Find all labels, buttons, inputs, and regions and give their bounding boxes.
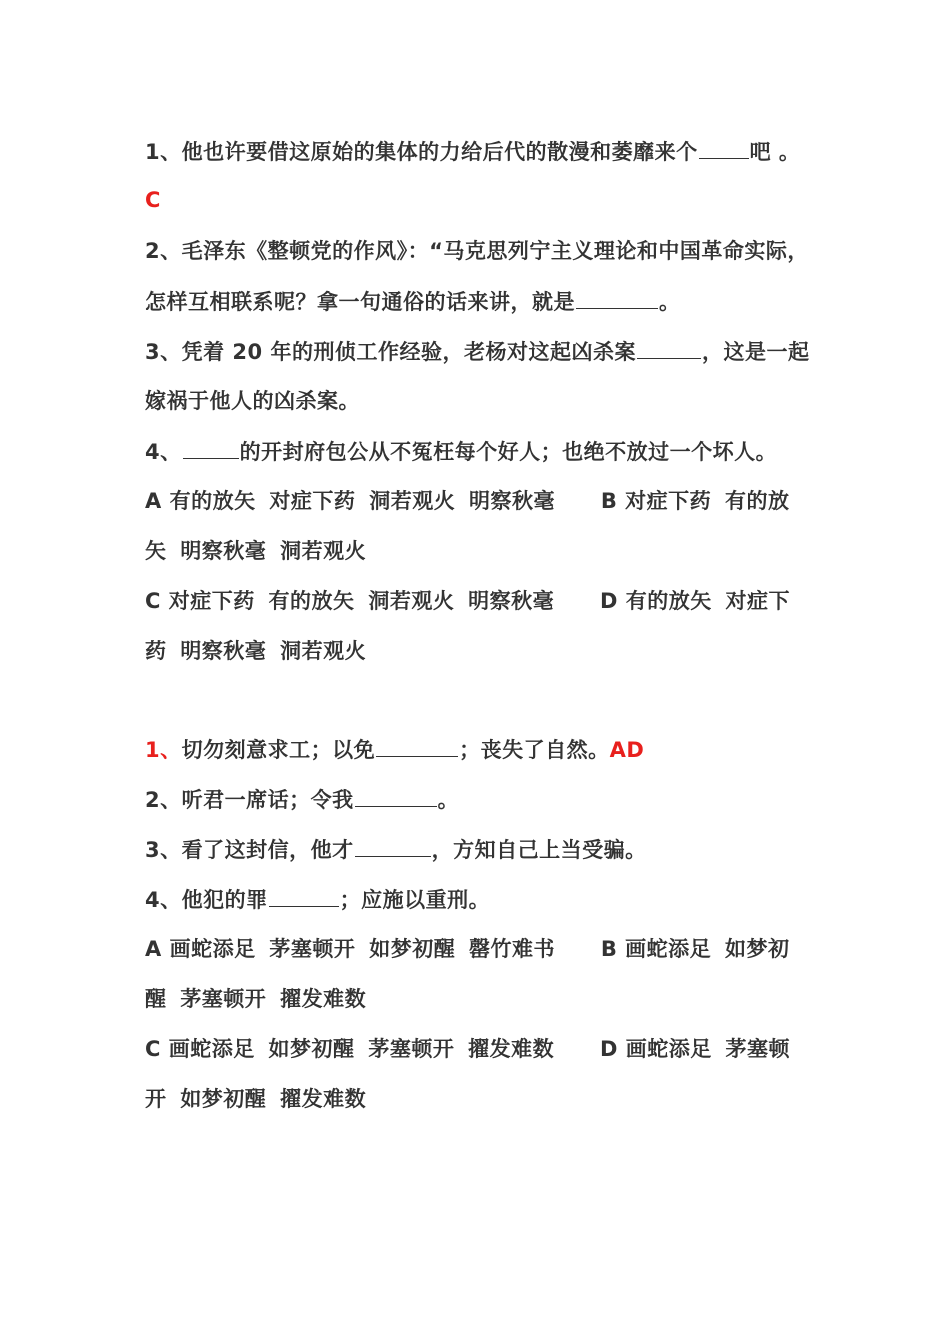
s1-option-b-cont: 矢 xyxy=(145,539,167,563)
s2-option-c-2: 如梦初醒 xyxy=(268,1037,355,1061)
s1-options-d-cont xyxy=(145,636,835,666)
s1-options-ab xyxy=(145,486,835,516)
s2-q2-end: 。 xyxy=(437,788,460,812)
s1-q4-num: 4、 xyxy=(145,440,182,464)
s2-q3-end: ，方知自己上当受骗。 xyxy=(431,838,647,862)
s1-question-2-line1: 2、毛泽东《整顿党的作风》：“马克思列宁主义理论和中国革命实际， xyxy=(145,239,809,263)
s1-option-c-3: 洞若观火 xyxy=(368,589,455,613)
s2-q2-blank xyxy=(355,784,437,807)
s2-q4-end: ；应施以重刑。 xyxy=(339,888,491,912)
s2-options-cd xyxy=(145,1034,835,1064)
s1-q1-blank xyxy=(699,136,749,159)
s1-options-cd xyxy=(145,586,835,616)
s1-q2-text: 怎样互相联系呢？拿一句通俗的话来讲，就是 xyxy=(145,290,575,314)
s1-q3-end: ，这是一起 xyxy=(701,340,810,364)
s1-option-d: D 有的放矢 xyxy=(599,589,712,613)
s1-option-d-cont: 药 xyxy=(145,639,167,663)
s2-question-2 xyxy=(145,784,835,815)
s1-options-b-cont xyxy=(145,536,835,566)
s1-q1-end: 吧 。 xyxy=(749,140,801,164)
s2-option-b-3: 茅塞顿开 xyxy=(180,987,267,1011)
s1-question-1 xyxy=(145,136,835,167)
s1-option-d-3: 明察秋毫 xyxy=(180,639,267,663)
s1-option-c: C 对症下药 xyxy=(145,589,255,613)
s2-q1-num: 1、 xyxy=(145,738,182,762)
s1-option-a-4: 明察秋毫 xyxy=(469,489,556,513)
s2-option-b: B 画蛇添足 xyxy=(600,937,712,961)
s1-question-3-line2: 嫁祸于他人的凶杀案。 xyxy=(145,389,360,413)
s1-q2-end: 。 xyxy=(659,290,681,314)
s2-q1-end: ；丧失了自然。 xyxy=(459,738,610,762)
s2-q1-blank xyxy=(376,734,458,757)
s1-option-d-4: 洞若观火 xyxy=(280,639,367,663)
s1-option-b: B 对症下药 xyxy=(600,489,712,513)
s2-option-b-cont: 醒 xyxy=(145,987,167,1011)
s1-option-a: A 有的放矢 xyxy=(145,489,256,513)
s2-option-a-3: 如梦初醒 xyxy=(369,937,456,961)
s2-option-c-3: 茅塞顿开 xyxy=(368,1037,455,1061)
s2-q4-text: 4、他犯的罪 xyxy=(145,888,268,912)
s2-option-d-4: 擢发难数 xyxy=(280,1087,367,1111)
s2-option-a-2: 茅塞顿开 xyxy=(269,937,356,961)
s1-q1-text: 1、他也许要借这原始的集体的力给后代的散漫和萎靡来个 xyxy=(145,140,698,164)
s1-q2-blank xyxy=(576,286,658,309)
s1-q3-blank xyxy=(637,336,701,359)
s1-option-c-2: 有的放矢 xyxy=(268,589,355,613)
s2-option-c-4: 擢发难数 xyxy=(468,1037,555,1061)
s2-option-d-3: 如梦初醒 xyxy=(180,1087,267,1111)
s2-option-a-4: 罄竹难书 xyxy=(469,937,556,961)
s2-answer: AD xyxy=(609,738,645,762)
s2-option-d: D 画蛇添足 xyxy=(599,1037,712,1061)
s1-answer: C xyxy=(145,188,161,212)
s2-q2-text: 2、听君一席话；令我 xyxy=(145,788,354,812)
s1-q3-text: 3、凭着 20 年的刑侦工作经验，老杨对这起凶杀案 xyxy=(145,340,636,364)
s1-question-2-line2 xyxy=(145,286,835,317)
s2-q3-blank xyxy=(355,834,431,857)
s1-question-3-line1 xyxy=(145,336,835,367)
s2-options-ab xyxy=(145,934,835,964)
s2-question-1 xyxy=(145,734,835,765)
s2-q1-text: 切勿刻意求工；以免 xyxy=(181,738,376,762)
s2-q4-blank xyxy=(269,884,339,907)
s2-option-c: C 画蛇添足 xyxy=(145,1037,255,1061)
s2-options-b-cont xyxy=(145,984,835,1014)
s2-option-b-4: 擢发难数 xyxy=(280,987,367,1011)
s1-option-c-4: 明察秋毫 xyxy=(468,589,555,613)
s2-options-d-cont xyxy=(145,1084,835,1114)
s2-q3-text: 3、看了这封信，他才 xyxy=(145,838,354,862)
s1-option-a-2: 对症下药 xyxy=(269,489,356,513)
s1-option-b-2: 有的放 xyxy=(724,489,790,513)
s2-question-4 xyxy=(145,884,835,915)
s1-option-b-4: 洞若观火 xyxy=(280,539,367,563)
s1-option-d-2: 对症下 xyxy=(725,589,791,613)
s2-option-d-2: 茅塞顿 xyxy=(725,1037,791,1061)
s1-option-a-3: 洞若观火 xyxy=(369,489,456,513)
s2-option-b-2: 如梦初 xyxy=(724,937,790,961)
s1-option-b-3: 明察秋毫 xyxy=(180,539,267,563)
s2-option-a: A 画蛇添足 xyxy=(145,937,256,961)
s2-question-3 xyxy=(145,834,835,865)
s1-q4-blank xyxy=(183,436,239,459)
s1-q4-text: 的开封府包公从不冤枉每个好人；也绝不放过一个坏人。 xyxy=(239,440,778,464)
s1-question-4 xyxy=(145,436,835,467)
s2-option-d-cont: 开 xyxy=(145,1087,167,1111)
